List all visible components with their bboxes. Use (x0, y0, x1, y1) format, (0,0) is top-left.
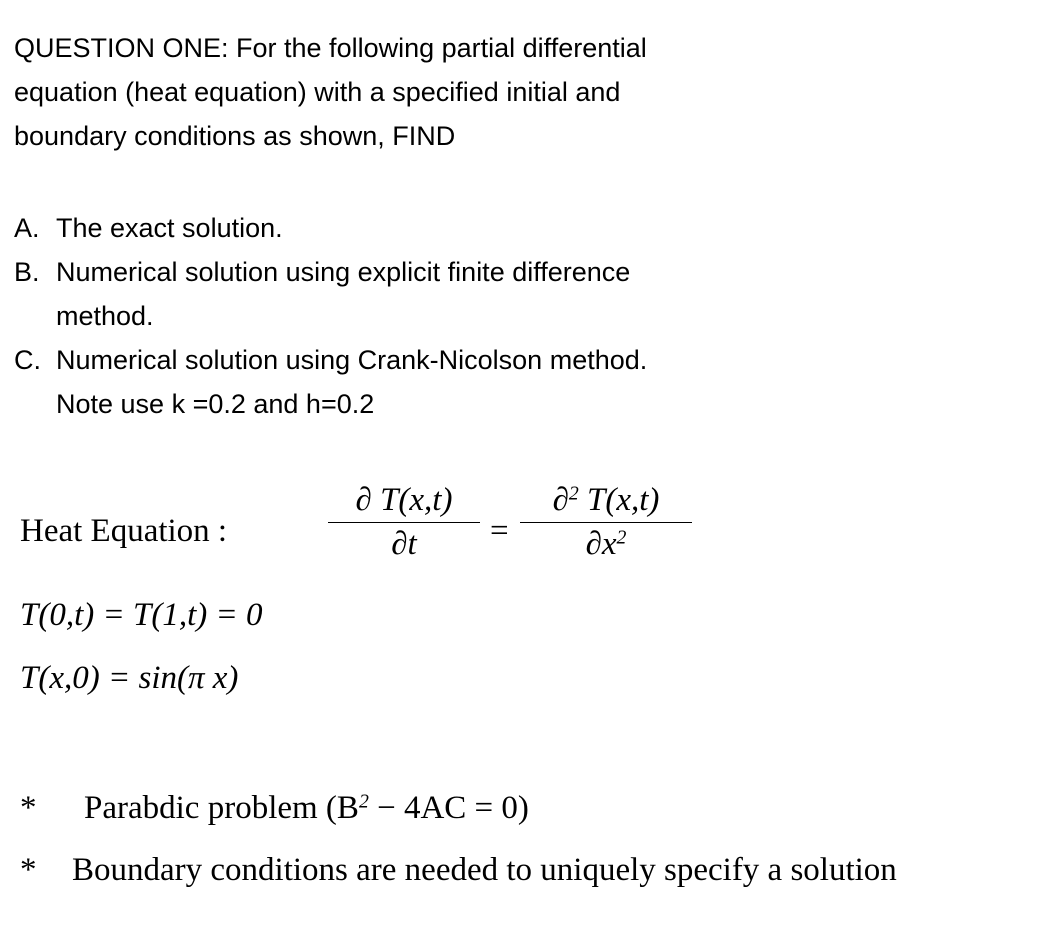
rhs-numerator-body: T(x,t) (578, 482, 660, 518)
fraction-bar (520, 522, 692, 523)
note-exponent: 2 (358, 790, 369, 813)
task-marker: B. (14, 257, 40, 287)
lhs-denominator: ∂t (391, 526, 417, 562)
task-item-b (14, 254, 630, 292)
equals-sign: = (490, 513, 509, 549)
task-text: The exact solution. (56, 213, 283, 243)
question-line-1: QUESTION ONE: For the following partial differential (14, 33, 647, 63)
task-text: Numerical solution using Crank-Nicolson method. (56, 345, 648, 375)
note-item-boundary (20, 852, 897, 889)
heat-equation-label: Heat Equation : (20, 513, 228, 549)
question-line-3: boundary conditions as shown, FIND (14, 121, 456, 151)
task-marker: C. (14, 345, 41, 375)
rhs-numerator-prefix: ∂ (552, 482, 569, 518)
task-item-c-note: Note use k =0.2 and h=0.2 (56, 389, 375, 419)
task-marker: A. (14, 213, 40, 243)
task-text: Numerical solution using explicit finite difference (56, 257, 631, 287)
rhs-numerator (520, 482, 692, 519)
task-item-a (14, 210, 283, 248)
rhs-denominator-exponent: 2 (616, 526, 627, 549)
rhs-denominator-base: ∂x (585, 526, 617, 562)
fraction-bar (328, 522, 480, 523)
note-text: Boundary conditions are needed to uniquely specify a solution (72, 852, 897, 888)
rhs-numerator-exponent: 2 (568, 482, 579, 505)
note-bullet: * (20, 790, 37, 826)
note-text-suffix: − 4AC = 0) (368, 790, 529, 826)
initial-condition: T(x,0) = sin(π x) (20, 660, 239, 696)
boundary-condition: T(0,t) = T(1,t) = 0 (20, 597, 263, 633)
task-item-c (14, 342, 647, 380)
task-item-b-cont: method. (56, 301, 154, 331)
rhs-denominator (520, 526, 692, 563)
note-text-prefix: Parabdic problem (B (84, 790, 359, 826)
note-item-parabolic (20, 790, 529, 827)
rhs-fraction (520, 482, 692, 563)
note-bullet: * (20, 852, 37, 888)
lhs-numerator: ∂ T(x,t) (355, 482, 453, 518)
question-line-2: equation (heat equation) with a specified initial and (14, 77, 621, 107)
lhs-fraction (328, 482, 480, 563)
